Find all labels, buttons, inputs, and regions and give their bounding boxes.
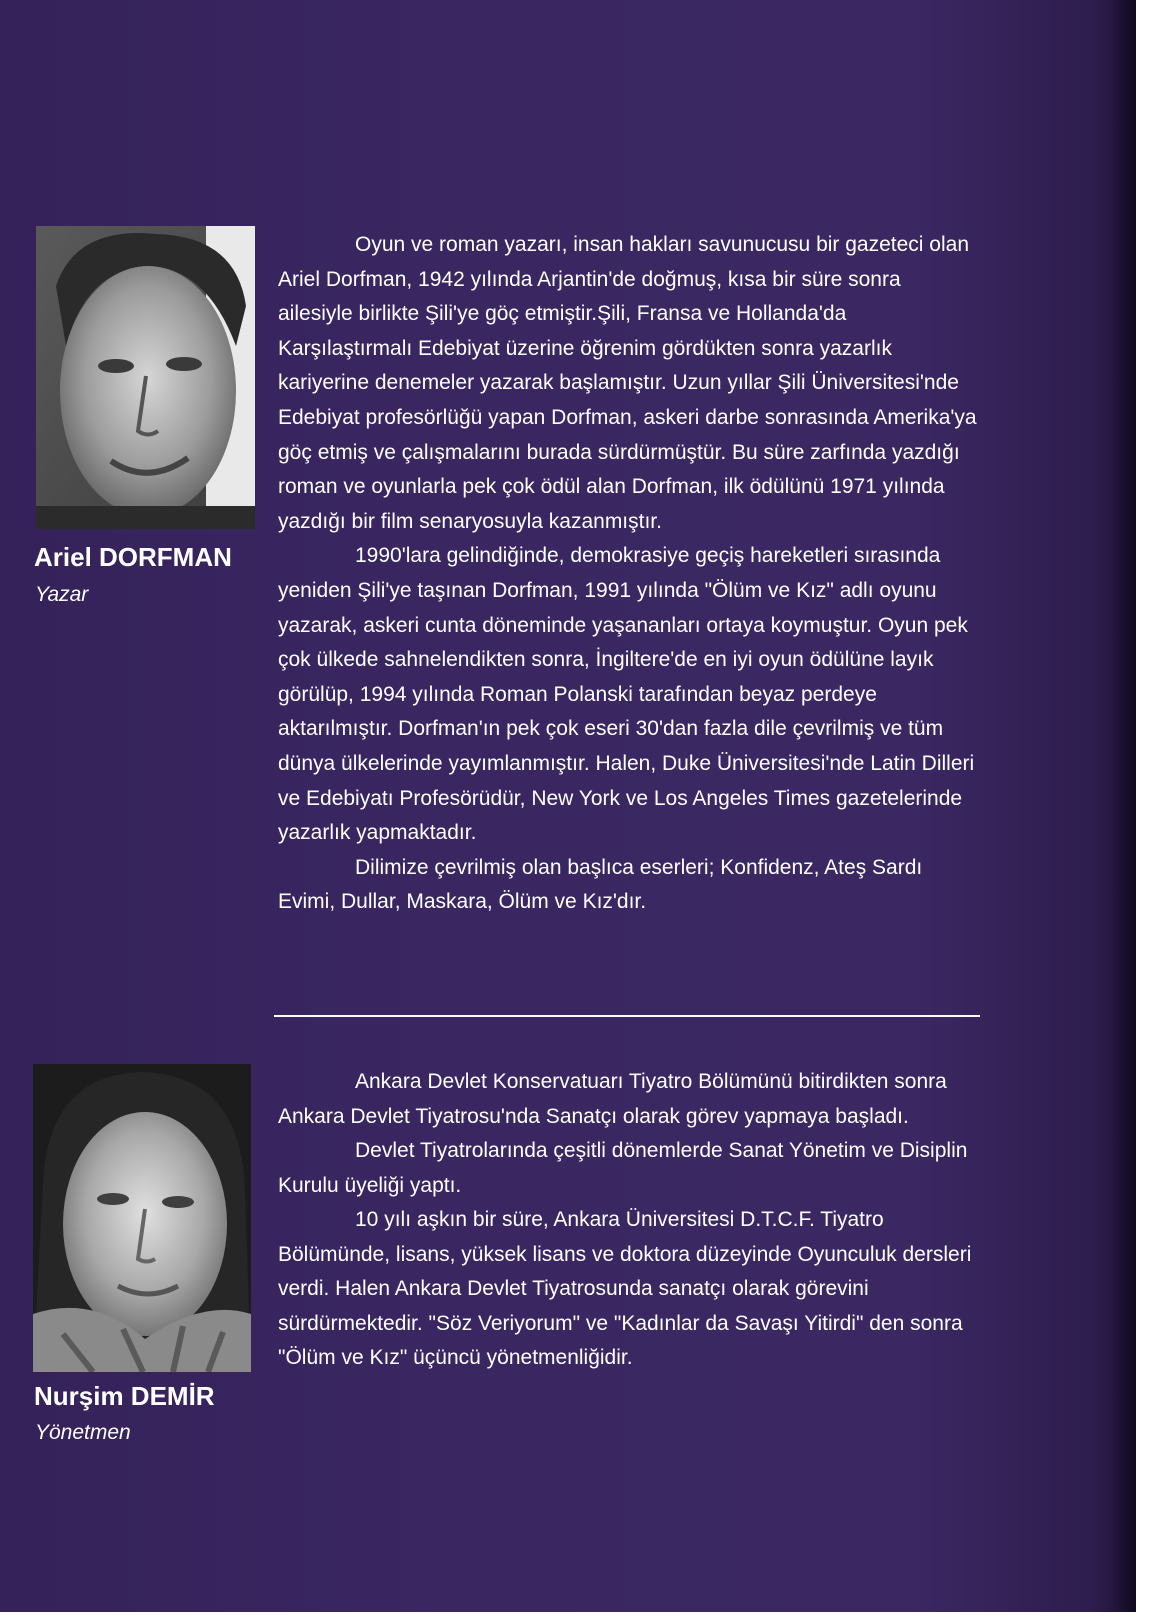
portrait-photo-ariel-dorfman bbox=[36, 226, 255, 529]
person-name-ariel-dorfman: Ariel DORFMAN bbox=[34, 542, 232, 572]
person-role-yazar: Yazar bbox=[35, 583, 89, 606]
person-role-yonetmen: Yönetmen bbox=[35, 1421, 131, 1444]
section-divider bbox=[274, 1015, 980, 1017]
bio-paragraph: Devlet Tiyatrolarında çeşitli dönemlerde Sanat Yönetim ve Disiplin Kurulu üyeliği yaptı. bbox=[278, 1139, 968, 1197]
page-edge-shadow bbox=[1110, 0, 1136, 1612]
bio-nursim-demir bbox=[278, 1065, 978, 1376]
portrait-image bbox=[36, 226, 255, 529]
bio-paragraph: Oyun ve roman yazarı, insan hakları savunucusu bir gazeteci olan Ariel Dorfman, 1942 yılında Arjantin'de doğmuş, kısa bir süre sonra ailesiyle birlikte Şili'ye göç etmiştir.Şili, Fransa ve Hollanda'da Karşılaştırmalı Edebiyat üzerine öğrenim gördükten sonra yazarlık kariyerine denemeler yazarak başlamıştır. Uzun yıllar Şili Üniversitesi'nde Edebiyat profesörlüğü yapan Dorfman, askeri darbe sonrasında Amerika'ya göç etmiş ve çalışmalarını burada sürdürmüştür. Bu süre zarfında yazdığı roman ve oyunlarla pek çok ödül alan Dorfman, ilk ödülünü 1971 yılında yazdığı bir film senaryosuyla kazanmıştır. bbox=[278, 233, 977, 533]
bio-paragraph: Ankara Devlet Konservatuarı Tiyatro Bölümünü bitirdikten sonra Ankara Devlet Tiyatrosu'nda Sanatçı olarak görev yapmaya başladı. bbox=[278, 1070, 947, 1128]
portrait-image bbox=[33, 1064, 251, 1372]
bio-ariel-dorfman bbox=[278, 228, 978, 920]
bio-paragraph: 1990'lara gelindiğinde, demokrasiye geçiş hareketleri sırasında yeniden Şili'ye taşınan Dorfman, 1991 yılında "Ölüm ve Kız" adlı oyunu yazarak, askeri cunta döneminde yaşananları ortaya koymuştur. Oyun pek çok ülkede sahnelendikten sonra, İngiltere'de en iyi oyun ödülüne layık görülüp, 1994 yılında Roman Polanski tarafından beyaz perdeye aktarılmıştır. Dorfman'ın pek çok eseri 30'dan fazla dile çevrilmiş ve tüm dünya ülkelerinde yayımlanmıştır. Halen, Duke Üniversitesi'nde Latin Dilleri ve Edebiyatı Profesörüdür, New York ve Los Angeles Times gazetelerinde yazarlık yapmaktadır. bbox=[278, 544, 975, 845]
bio-paragraph: Dilimize çevrilmiş olan başlıca eserleri; Konfidenz, Ateş Sardı Evimi, Dullar, Maskara, Ölüm ve Kız'dır. bbox=[278, 855, 923, 914]
bio-paragraph: 10 yılı aşkın bir süre, Ankara Üniversitesi D.T.C.F. Tiyatro Bölümünde, lisans, yüksek lisans ve doktora düzeyinde Oyunculuk dersleri verdi. Halen Ankara Devlet Tiyatrosunda sanatçı olarak görevini sürdürmektedir. "Söz Veriyorum" ve "Kadınlar da Savaşı Yitirdi" den sonra "Ölüm ve Kız" üçüncü yönetmenliğidir. bbox=[278, 1208, 972, 1369]
portrait-photo-nursim-demir bbox=[33, 1064, 251, 1372]
person-name-nursim-demir: Nurşim DEMİR bbox=[34, 1381, 215, 1411]
